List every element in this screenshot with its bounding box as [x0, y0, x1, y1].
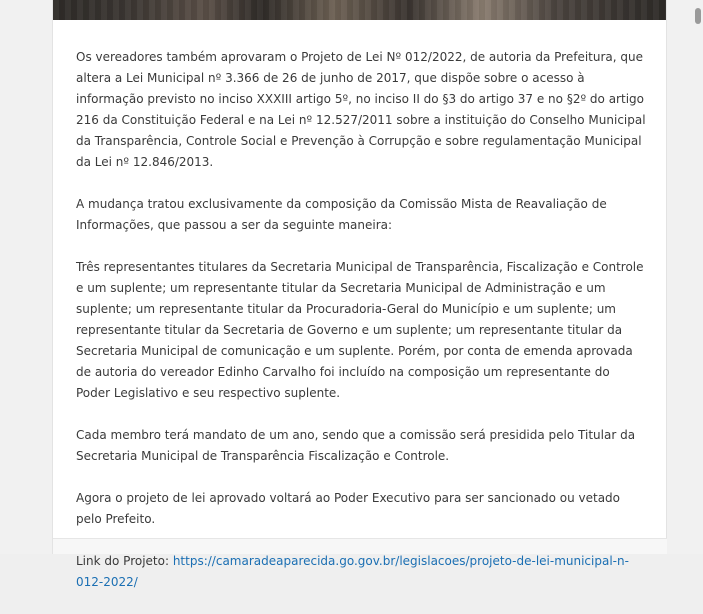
article-paragraph-1: Os vereadores também aprovaram o Projeto de Lei Nº 012/2022, de autoria da Prefeitura, que altera a Lei Municipal nº 3.366 de 26 de junho de 2017, que dispõe sobre o acesso à informação previsto no inciso XXXIII artigo 5º, no inciso II do §3 do artigo 37 e no §2º do artigo 216 da Constituição Federal e na Lei nº 12.527/2011 sobre a instituição do Conselho Municipal da Transparência, Controle Social e Prevenção à Corrupção e sobre regulamentação Municipal da Lei nº 12.846/2013.: [76, 50, 646, 169]
article-paragraph-2: A mudança tratou exclusivamente da composição da Comissão Mista de Reavaliação de Informações, que passou a ser da seguinte maneira:: [76, 197, 607, 232]
article-image-strip: [53, 0, 666, 20]
project-link[interactable]: https://camaradeaparecida.go.gov.br/legislacoes/projeto-de-lei-municipal-n-012-2022/: [76, 554, 629, 589]
project-link-label: Link do Projeto:: [76, 554, 173, 568]
project-link-paragraph: [76, 551, 646, 593]
article-body: [76, 47, 646, 614]
article-footer-divider: [53, 538, 667, 554]
article-paragraph-5: Agora o projeto de lei aprovado voltará ao Poder Executivo para ser sancionado ou vetado pelo Prefeito.: [76, 491, 621, 526]
article-card: [52, 0, 667, 589]
scrollbar-thumb[interactable]: [695, 8, 701, 24]
article-paragraph-3: Três representantes titulares da Secretaria Municipal de Transparência, Fiscalização e Controle e um suplente; um representante titular da Secretaria Municipal de Administração e um suplente; um representante titular da Procuradoria-Geral do Município e um suplente; um representante titular da Secretaria de Governo e um suplente; um representante titular da Secretaria Municipal de comunicação e um suplente. Porém, por conta de emenda aprovada de autoria do vereador Edinho Carvalho foi incluído na composição um representante do Poder Legislativo e seu respectivo suplente.: [76, 260, 644, 400]
scrollbar[interactable]: [691, 0, 703, 554]
article-paragraph-4: Cada membro terá mandato de um ano, sendo que a comissão será presidida pelo Titular da Secretaria Municipal de Transparência Fiscalização e Controle.: [76, 428, 636, 463]
